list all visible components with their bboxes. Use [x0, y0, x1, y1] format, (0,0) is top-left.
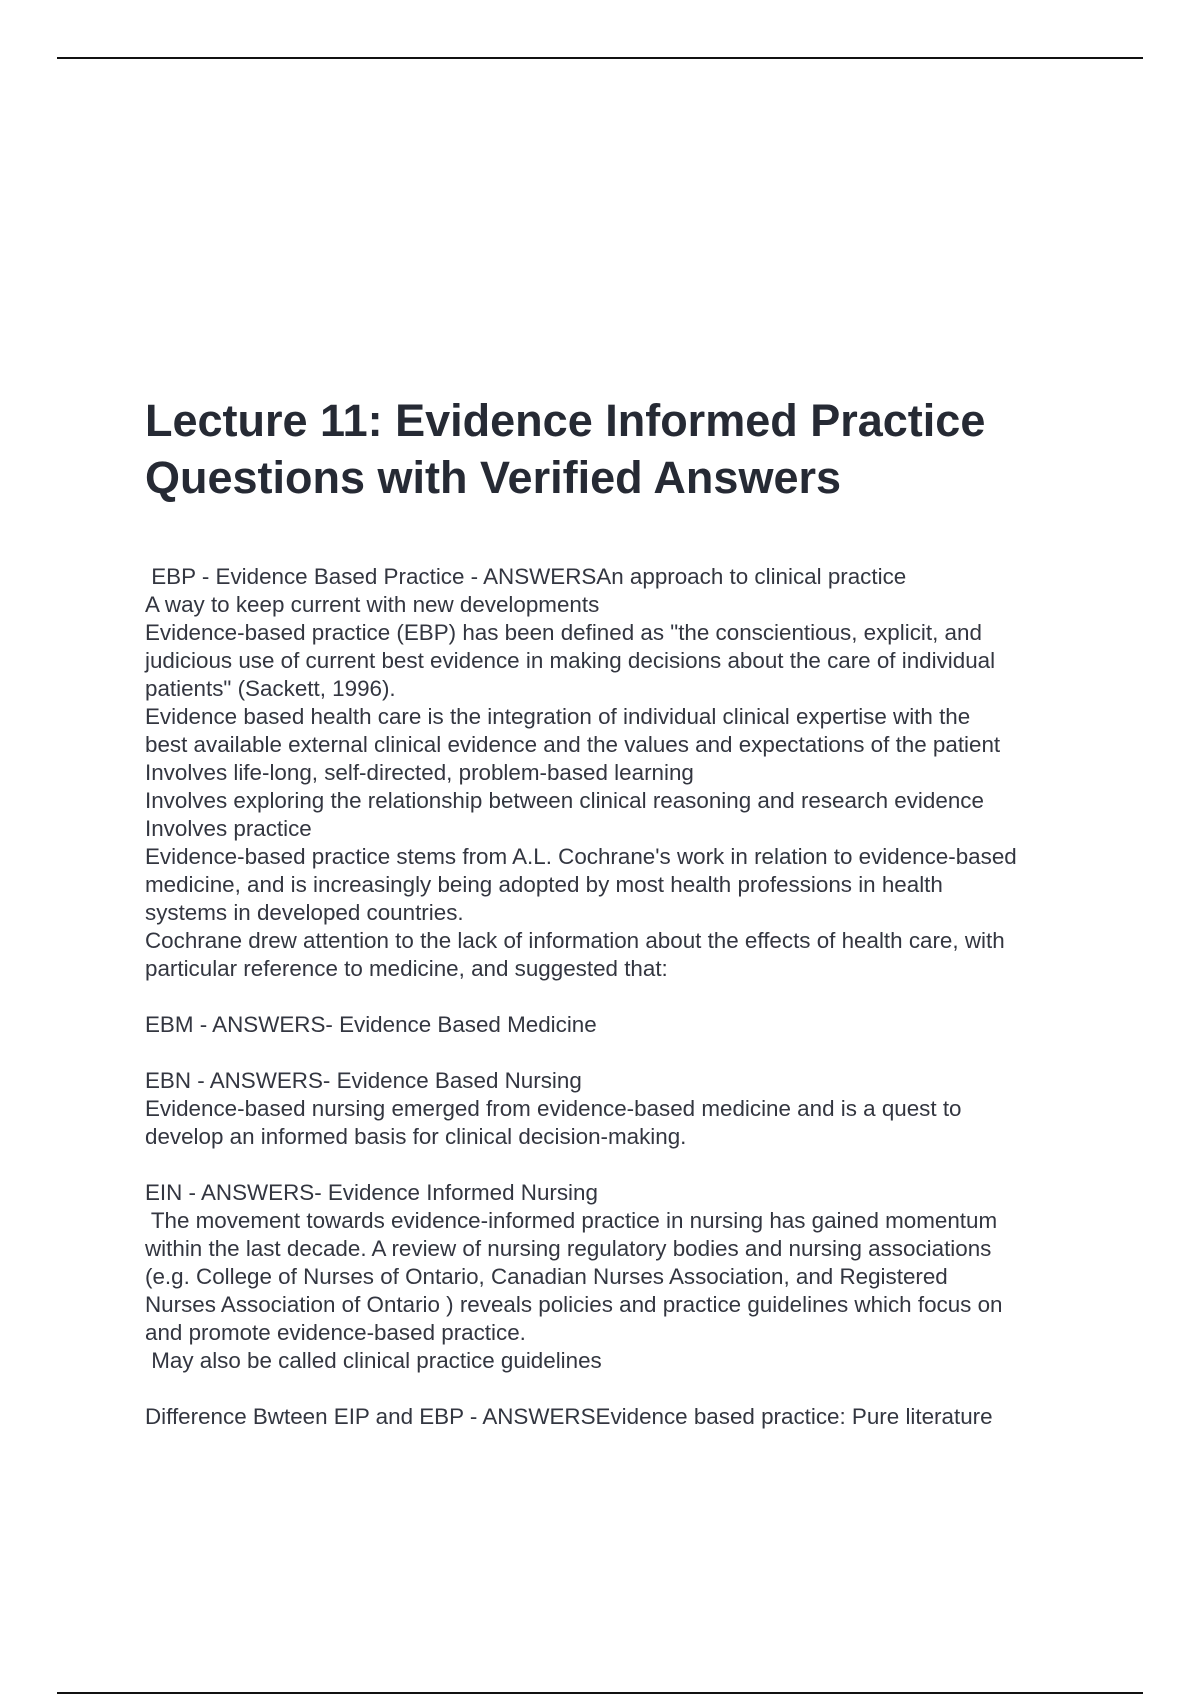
- page-title: [145, 392, 1105, 506]
- title-line-2: Questions with Verified Answers: [145, 452, 842, 503]
- title-line-1: Lecture 11: Evidence Informed Practice: [145, 395, 986, 446]
- top-divider: [57, 57, 1143, 59]
- bottom-divider: [57, 1692, 1143, 1694]
- document-body-text: EBP - Evidence Based Practice - ANSWERSAn approach to clinical practice A way to keep current with new developments Evidence-based practice (EBP) has been defined as "the conscientious, explicit, and judicious use of current best evidence in making decisions about the care of individual patients" (Sackett, 1996). Evidence based health care is the integration of individual clinical expertise with the best available external clinical evidence and the values and expectations of the patient Involves life-long, self-directed, problem-based learning Involves exploring the relationship between clinical reasoning and research evidence Involves practice Evidence-based practice stems from A.L. Cochrane's work in relation to evidence-based medicine, and is increasingly being adopted by most health professions in health systems in developed countries. Cochrane drew attention to the lack of information about the effects of health care, with particular reference to medicine, and suggested that: EBM - ANSWERS- Evidence Based Medicine EBN - ANSWERS- Evidence Based Nursing Evidence-based nursing emerged from evidence-based medicine and is a quest to develop an informed basis for clinical decision-making. EIN - ANSWERS- Evidence Informed Nursing The movement towards evidence-informed practice in nursing has gained momentum within the last decade. A review of nursing regulatory bodies and nursing associations (e.g. College of Nurses of Ontario, Canadian Nurses Association, and Registered Nurses Association of Ontario ) reveals policies and practice guidelines which focus on and promote evidence-based practice. May also be called clinical practice guidelines Difference Bwteen EIP and EBP - ANSWERSEvidence based practice: Pure literature: [145, 564, 1017, 1429]
